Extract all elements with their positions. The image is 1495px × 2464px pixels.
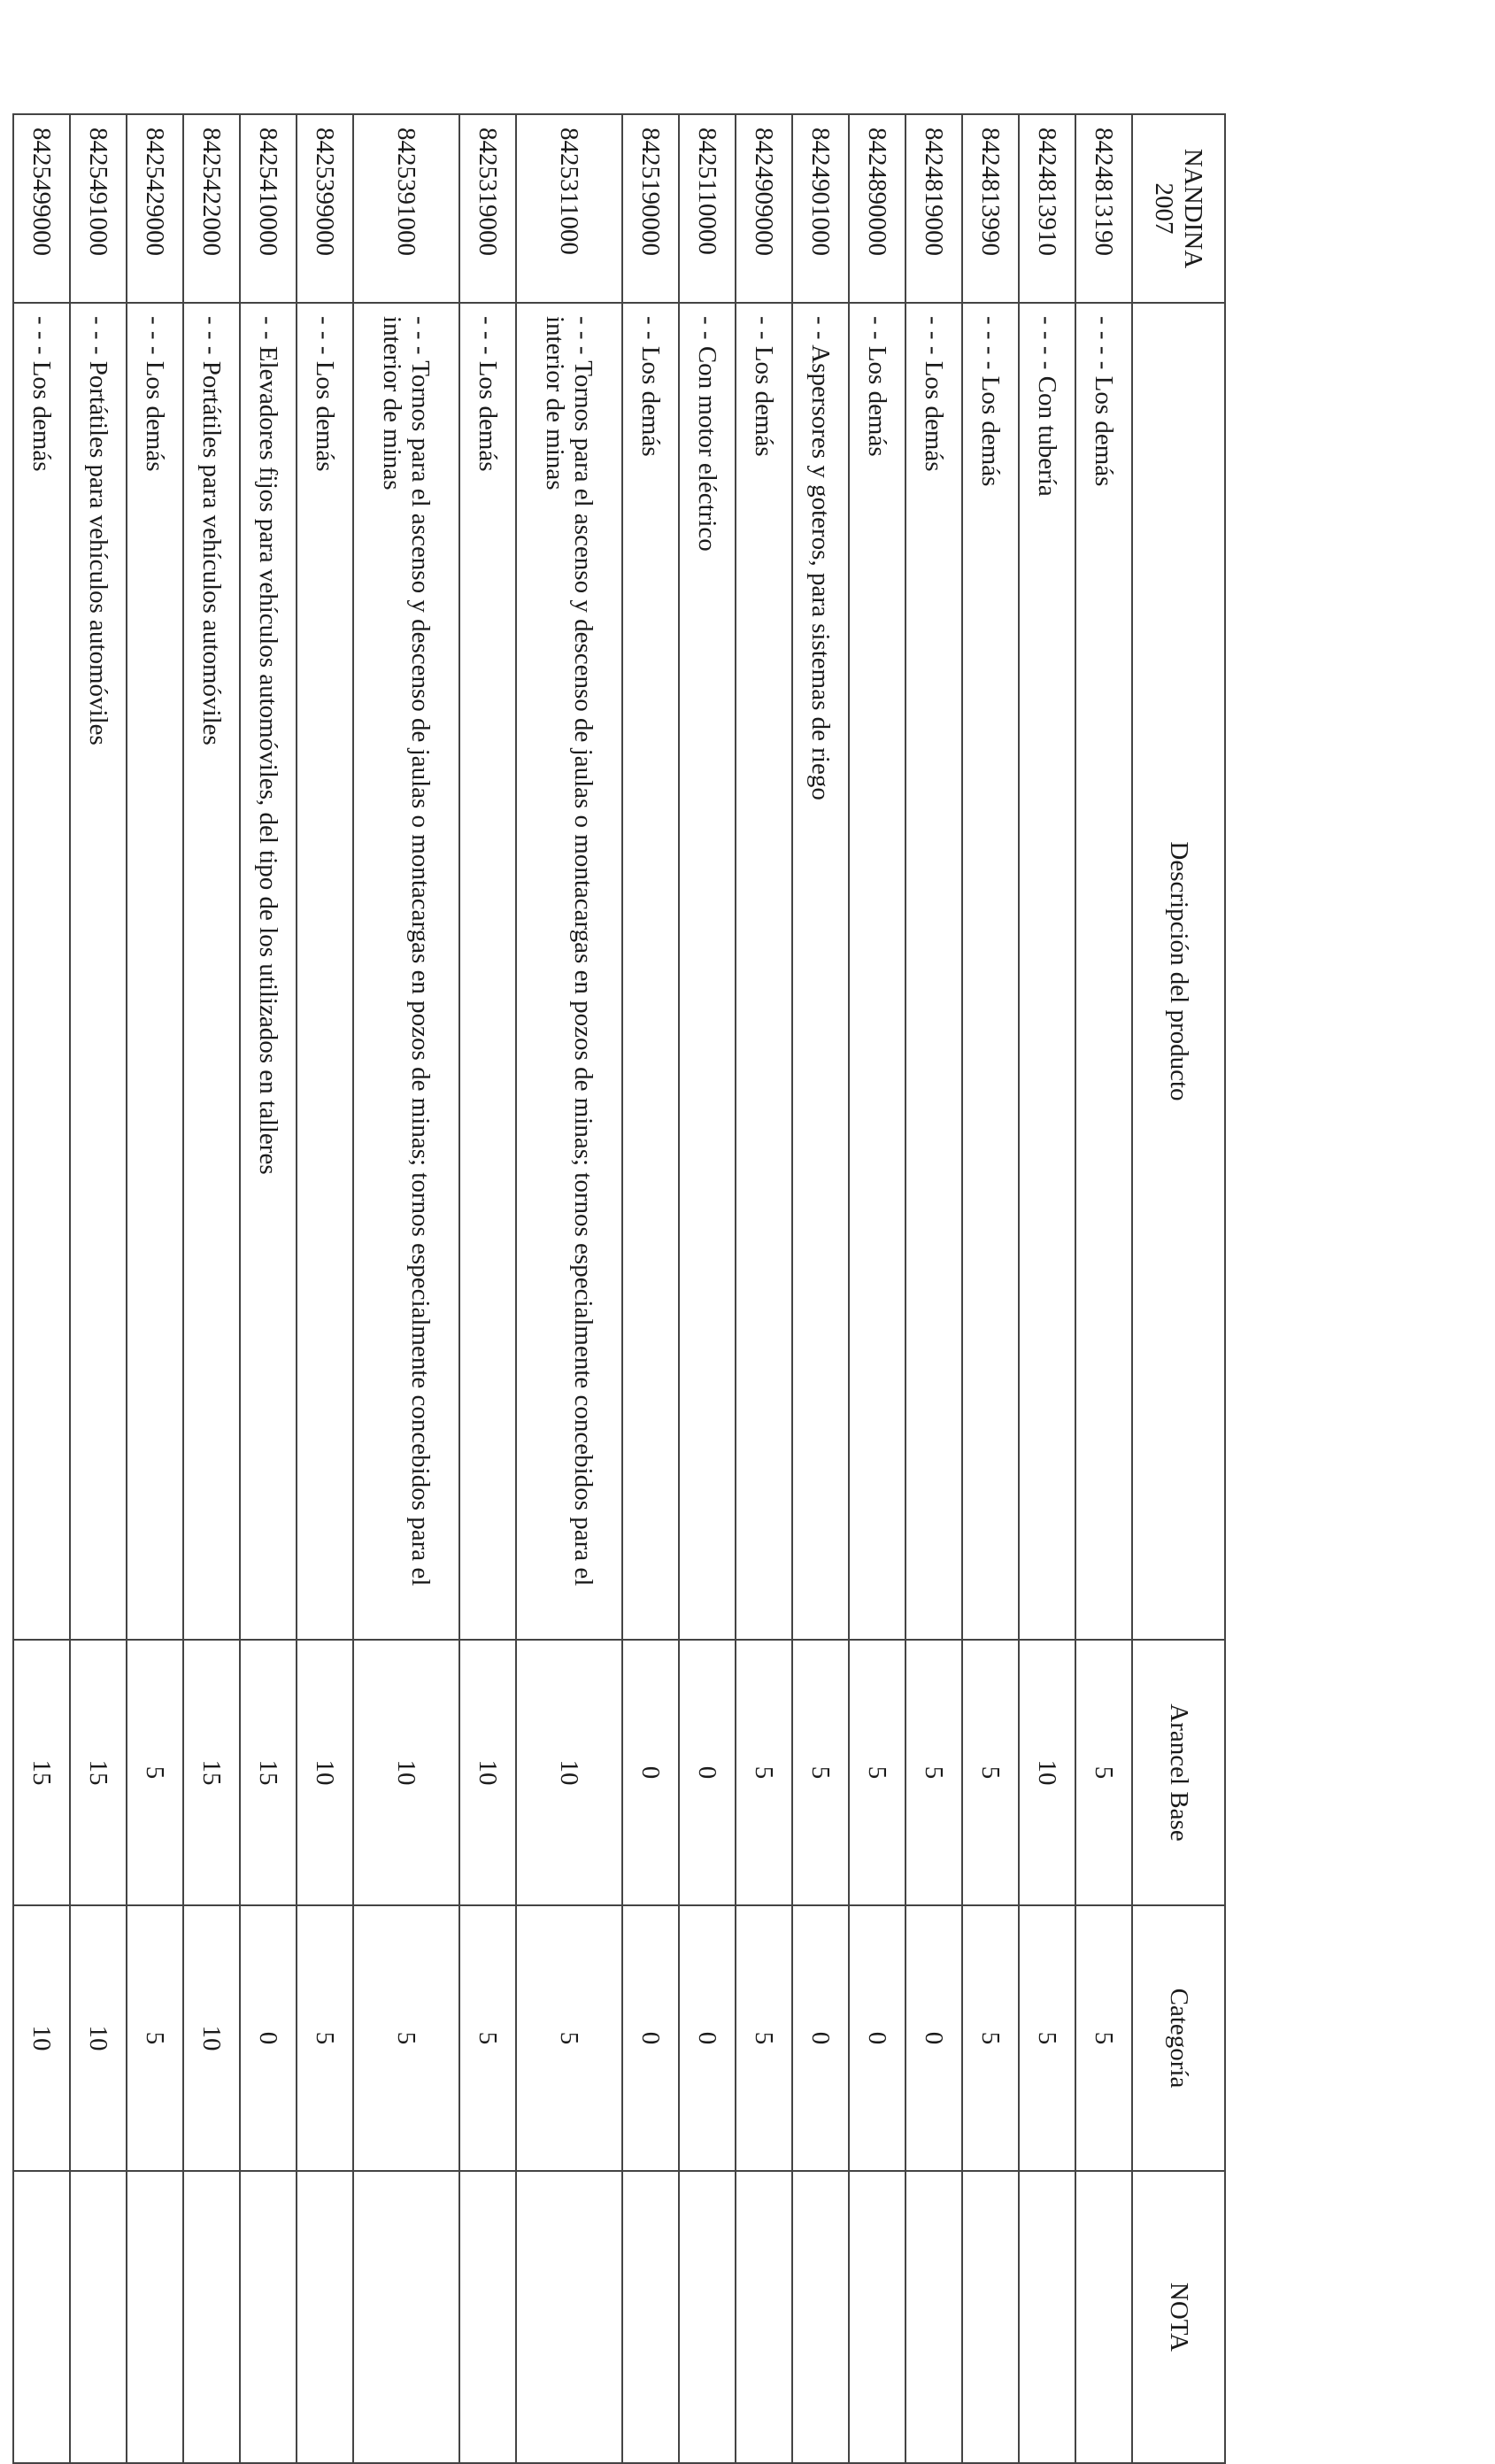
description-cell: - - Los demás xyxy=(849,303,905,1640)
description-cell: - - - Los demás xyxy=(127,303,183,1640)
table-row xyxy=(459,114,516,2463)
description-cell: - - - - Los demás xyxy=(962,303,1019,1640)
base-tariff-cell: 5 xyxy=(736,1640,792,1905)
category-cell: 5 xyxy=(1075,1905,1132,2171)
table-row xyxy=(297,114,353,2463)
code-cell: 8425311000 xyxy=(516,114,622,303)
base-tariff-cell: 10 xyxy=(459,1640,516,1905)
note-cell xyxy=(127,2171,183,2463)
note-cell xyxy=(70,2171,127,2463)
category-cell: 5 xyxy=(127,1905,183,2171)
code-cell: 8425190000 xyxy=(622,114,679,303)
category-cell: 10 xyxy=(183,1905,240,2171)
table-row xyxy=(905,114,962,2463)
table-body xyxy=(13,114,1132,2463)
rotated-page xyxy=(27,113,1226,2462)
code-cell: 8425110000 xyxy=(679,114,736,303)
description-cell: - - - Los demás xyxy=(13,303,70,1640)
code-cell: 8424909000 xyxy=(736,114,792,303)
table-row xyxy=(849,114,905,2463)
table-row xyxy=(1075,114,1132,2463)
note-cell xyxy=(1019,2171,1075,2463)
base-tariff-cell: 15 xyxy=(13,1640,70,1905)
table-row xyxy=(962,114,1019,2463)
description-cell: - - - - Los demás xyxy=(1075,303,1132,1640)
note-cell xyxy=(13,2171,70,2463)
code-cell: 8424813990 xyxy=(962,114,1019,303)
description-cell: - - - Los demás xyxy=(297,303,353,1640)
description-cell: - - - Los demás xyxy=(459,303,516,1640)
code-cell: 8424890000 xyxy=(849,114,905,303)
table-row xyxy=(516,114,622,2463)
base-tariff-cell: 0 xyxy=(622,1640,679,1905)
category-cell: 5 xyxy=(353,1905,459,2171)
table-row xyxy=(240,114,297,2463)
category-cell: 0 xyxy=(792,1905,849,2171)
note-cell xyxy=(679,2171,736,2463)
category-cell: 5 xyxy=(736,1905,792,2171)
table-row xyxy=(1019,114,1075,2463)
category-cell: 5 xyxy=(516,1905,622,2171)
note-cell xyxy=(736,2171,792,2463)
note-cell xyxy=(962,2171,1019,2463)
description-cell: - - - - Con tubería xyxy=(1019,303,1075,1640)
tariff-table xyxy=(12,113,1226,2464)
table-row xyxy=(679,114,736,2463)
category-cell: 5 xyxy=(297,1905,353,2171)
description-cell: - - - Portátiles para vehículos automóviles xyxy=(70,303,127,1640)
base-tariff-cell: 5 xyxy=(849,1640,905,1905)
note-cell xyxy=(297,2171,353,2463)
note-cell xyxy=(622,2171,679,2463)
category-cell: 0 xyxy=(849,1905,905,2171)
category-cell: 0 xyxy=(679,1905,736,2171)
code-cell: 8424813910 xyxy=(1019,114,1075,303)
base-tariff-cell: 10 xyxy=(297,1640,353,1905)
note-cell xyxy=(516,2171,622,2463)
description-cell: - - - Portátiles para vehículos automóviles xyxy=(183,303,240,1640)
base-tariff-cell: 10 xyxy=(353,1640,459,1905)
code-cell: 8425391000 xyxy=(353,114,459,303)
header-description: Descripción del producto xyxy=(1132,303,1225,1640)
table-row xyxy=(13,114,70,2463)
header-code: NANDINA 2007 xyxy=(1132,114,1225,303)
table-row xyxy=(792,114,849,2463)
table-row xyxy=(127,114,183,2463)
description-cell: - - Elevadores fijos para vehículos automóviles, del tipo de los utilizados en talleres xyxy=(240,303,297,1640)
category-cell: 0 xyxy=(240,1905,297,2171)
note-cell xyxy=(240,2171,297,2463)
category-cell: 0 xyxy=(622,1905,679,2171)
category-cell: 5 xyxy=(459,1905,516,2171)
description-cell: - - - Tornos para el ascenso y descenso de jaulas o montacargas en pozos de minas; tornos especialmente concebidos para el interior de minas xyxy=(516,303,622,1640)
base-tariff-cell: 5 xyxy=(1075,1640,1132,1905)
code-cell: 8424901000 xyxy=(792,114,849,303)
note-cell xyxy=(353,2171,459,2463)
base-tariff-cell: 5 xyxy=(127,1640,183,1905)
code-cell: 8425491000 xyxy=(70,114,127,303)
code-cell: 8425399000 xyxy=(297,114,353,303)
description-cell: - - Los demás xyxy=(622,303,679,1640)
base-tariff-cell: 15 xyxy=(70,1640,127,1905)
category-cell: 0 xyxy=(905,1905,962,2171)
base-tariff-cell: 10 xyxy=(516,1640,622,1905)
table-row xyxy=(353,114,459,2463)
table-row xyxy=(736,114,792,2463)
code-cell: 8425422000 xyxy=(183,114,240,303)
table-row xyxy=(70,114,127,2463)
header-category: Categoría xyxy=(1132,1905,1225,2171)
description-cell: - - - Los demás xyxy=(905,303,962,1640)
code-cell: 8425499000 xyxy=(13,114,70,303)
base-tariff-cell: 5 xyxy=(962,1640,1019,1905)
description-cell: - - - Tornos para el ascenso y descenso de jaulas o montacargas en pozos de minas; tornos especialmente concebidos para el interior de minas xyxy=(353,303,459,1640)
base-tariff-cell: 15 xyxy=(240,1640,297,1905)
category-cell: 10 xyxy=(13,1905,70,2171)
base-tariff-cell: 0 xyxy=(679,1640,736,1905)
code-cell: 8425319000 xyxy=(459,114,516,303)
note-cell xyxy=(183,2171,240,2463)
note-cell xyxy=(1075,2171,1132,2463)
header-row xyxy=(1132,114,1225,2463)
code-cell: 8424813190 xyxy=(1075,114,1132,303)
code-cell: 8425410000 xyxy=(240,114,297,303)
description-cell: - - Con motor eléctrico xyxy=(679,303,736,1640)
note-cell xyxy=(459,2171,516,2463)
category-cell: 10 xyxy=(70,1905,127,2171)
code-cell: 8425429000 xyxy=(127,114,183,303)
header-note: NOTA xyxy=(1132,2171,1225,2463)
category-cell: 5 xyxy=(1019,1905,1075,2171)
base-tariff-cell: 5 xyxy=(792,1640,849,1905)
description-cell: - - Los demás xyxy=(736,303,792,1640)
base-tariff-cell: 15 xyxy=(183,1640,240,1905)
note-cell xyxy=(792,2171,849,2463)
note-cell xyxy=(849,2171,905,2463)
base-tariff-cell: 5 xyxy=(905,1640,962,1905)
table-row xyxy=(183,114,240,2463)
header-base-tariff: Arancel Base xyxy=(1132,1640,1225,1905)
category-cell: 5 xyxy=(962,1905,1019,2171)
note-cell xyxy=(905,2171,962,2463)
table-row xyxy=(622,114,679,2463)
code-cell: 8424819000 xyxy=(905,114,962,303)
description-cell: - - Aspersores y goteros, para sistemas de riego xyxy=(792,303,849,1640)
base-tariff-cell: 10 xyxy=(1019,1640,1075,1905)
